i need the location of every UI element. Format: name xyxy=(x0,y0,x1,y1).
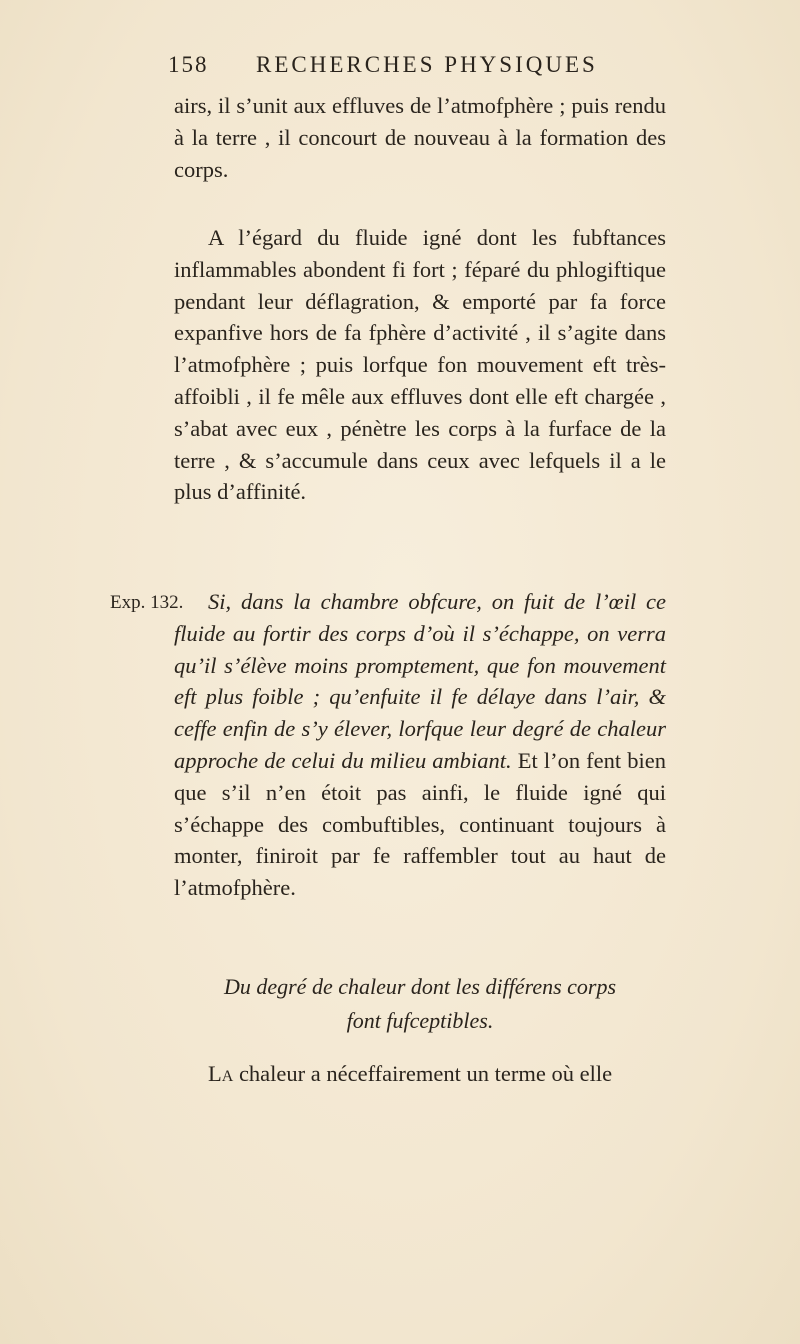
section-heading-line-2: font fufceptibles. xyxy=(346,1008,494,1033)
margin-note-experiment: Exp. 132. xyxy=(110,592,184,613)
section-heading xyxy=(174,970,666,1038)
running-title: RECHERCHES PHYSIQUES xyxy=(256,52,598,77)
paragraph-1: airs, il s’unit aux effluves de l’atmofphère ; puis rendu à la terre , il concourt de nouveau à la formation des corps. xyxy=(174,93,666,182)
section-heading-line-1: Du degré de chaleur dont les différens corps xyxy=(223,974,617,999)
paragraph-4-text: chaleur a néceffairement un terme où elle xyxy=(233,1061,613,1086)
paragraph-2: A l’égard du fluide igné dont les fubftances inflammables abondent fi fort ; féparé du phlogiftique pendant leur déflagration, & emporté par fa force expanfive hors de fa fphère d’activité , il s’agite dans l’atmofphère ; puis lorfque fon mouvement eft très-affoibli , il fe mêle aux effluves dont elle eft chargée , s’abat avec eux , pénètre les corps à la furface de la terre , & s’accumule dans ceux avec lefquels il a le plus d’affinité. xyxy=(174,225,666,505)
paragraph-3-italic: Si, dans la chambre obfcure, on fuit de l’œil ce fluide au fortir des corps d’où il s’échappe, on verra qu’il s’élève moins promptement, que fon mouvement eft plus foible ; qu’enfuite il fe délaye dans l’air, & ceffe enfin de s’y élever, lorfque leur degré de chaleur approche de celui du milieu ambiant. xyxy=(174,589,666,773)
paragraph-3 xyxy=(174,586,666,904)
page-number: 158 xyxy=(168,52,209,77)
paragraph-4-lead: La xyxy=(208,1061,234,1086)
paragraph-3-roman: Et l’on fent bien que s’il n’en étoit pas ainfi, le fluide igné qui s’échappe des combuftibles, continuant toujours à monter, finiroit par fe raffembler tout au haut de l’atmofphère. xyxy=(174,747,666,901)
paragraph-4 xyxy=(174,1058,674,1090)
page-header xyxy=(168,52,668,86)
